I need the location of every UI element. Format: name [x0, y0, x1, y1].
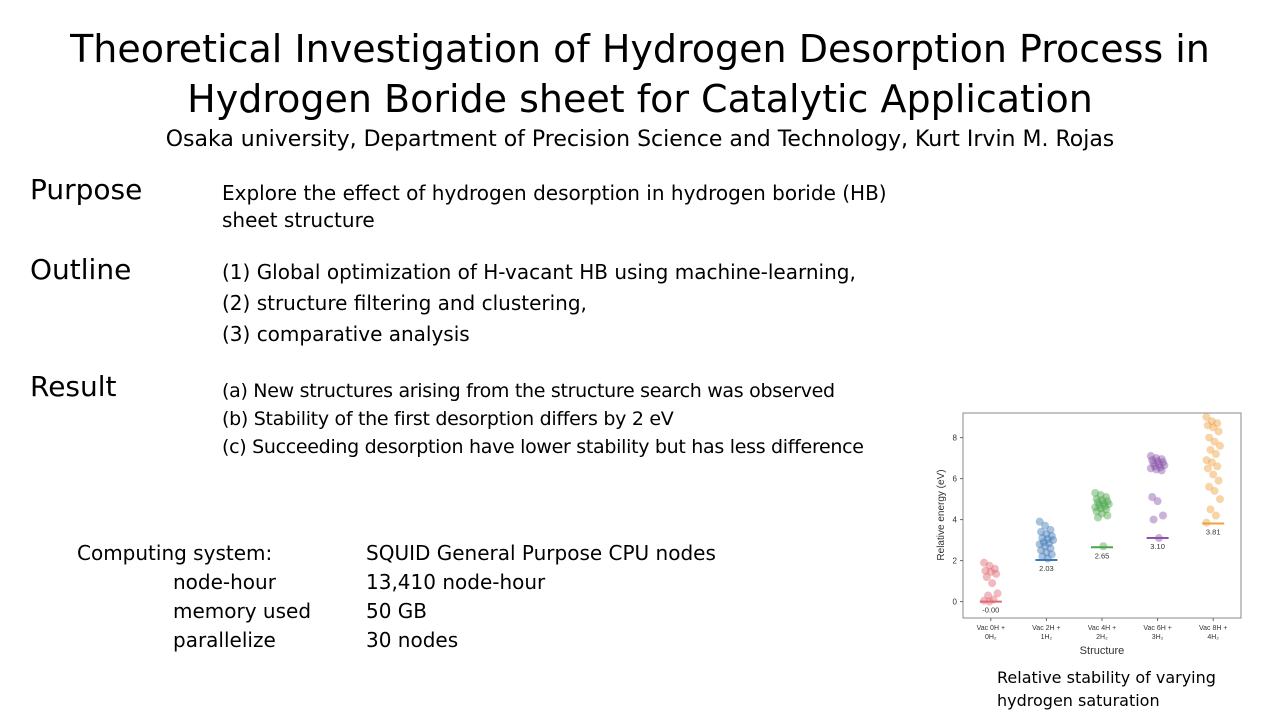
data-point — [983, 573, 991, 581]
purpose-line: sheet structure — [222, 208, 375, 232]
slide-title — [0, 24, 1280, 124]
data-point — [1212, 512, 1220, 520]
purpose-label: Purpose — [30, 173, 143, 206]
x-tick-label: Vac 6H + — [1143, 625, 1172, 632]
x-tick-label: Vac 8H + — [1198, 625, 1228, 632]
data-point — [1215, 477, 1223, 485]
result-line: (c) Succeeding desorption have lower stability but has less difference — [222, 436, 864, 458]
figure-caption — [997, 666, 1216, 712]
minimum-energy-label: 2.03 — [1039, 563, 1054, 573]
data-point — [1209, 471, 1217, 479]
x-tick-label: 3H₂ — [1151, 634, 1164, 641]
parallelize-label: parallelize — [173, 628, 276, 652]
data-point — [1044, 555, 1052, 563]
minimum-energy-label: -0.00 — [982, 605, 1000, 615]
y-tick-label: 0 — [952, 597, 957, 607]
data-point — [1213, 462, 1221, 470]
data-point — [1204, 464, 1212, 472]
title-line-1: Theoretical Investigation of Hydrogen Desorption Process in — [70, 27, 1210, 71]
x-tick-label: Vac 0H + — [976, 625, 1006, 632]
memory-label: memory used — [173, 599, 312, 623]
data-point — [1099, 542, 1107, 550]
outline-body — [222, 257, 922, 350]
outline-label: Outline — [30, 253, 132, 286]
data-point — [1094, 514, 1102, 522]
parallelize-value: 30 nodes — [366, 628, 459, 652]
data-point — [1103, 512, 1111, 520]
computing-system-label: Computing system: — [77, 541, 273, 565]
purpose-body — [222, 180, 922, 234]
data-point — [1216, 442, 1224, 450]
result-label: Result — [30, 370, 117, 403]
data-point — [1212, 450, 1220, 458]
result-line: (a) New structures arising from the structure search was observed — [222, 380, 835, 402]
y-tick-label: 6 — [952, 474, 957, 484]
x-axis-label: Structure — [1079, 645, 1125, 657]
data-point — [1215, 427, 1223, 435]
x-tick-label: 1H₂ — [1040, 634, 1053, 641]
y-tick-label: 2 — [952, 556, 957, 566]
x-tick-label: 4H₂ — [1207, 634, 1220, 641]
data-point — [988, 579, 996, 587]
data-point — [1211, 487, 1219, 495]
purpose-line: Explore the effect of hydrogen desorption in hydrogen boride (HB) — [222, 181, 887, 205]
y-tick-label: 8 — [952, 433, 957, 443]
y-axis-label: Relative energy (eV) — [936, 469, 947, 561]
caption-line: hydrogen saturation — [997, 691, 1160, 710]
result-body — [222, 377, 922, 461]
data-point — [1154, 497, 1162, 505]
result-line: (b) Stability of the first desorption differs by 2 eV — [222, 408, 674, 430]
data-point — [992, 570, 1000, 578]
node-hour-label: node-hour — [173, 570, 276, 594]
relative-energy-chart — [928, 404, 1250, 660]
minimum-energy-label: 2.65 — [1094, 551, 1110, 561]
minimum-energy-label: 3.81 — [1205, 527, 1221, 537]
data-point — [1150, 516, 1158, 524]
outline-line: (2) structure filtering and clustering, — [222, 291, 587, 315]
node-hour-value: 13,410 node-hour — [366, 570, 546, 594]
computing-system-value: SQUID General Purpose CPU nodes — [366, 541, 716, 565]
x-tick-label: 0H₂ — [984, 634, 997, 641]
y-tick-label: 4 — [952, 515, 957, 525]
data-point — [1207, 505, 1215, 513]
outline-line: (3) comparative analysis — [222, 322, 470, 346]
memory-value: 50 GB — [366, 599, 428, 623]
data-point — [1159, 512, 1167, 520]
x-tick-label: Vac 2H + — [1032, 625, 1061, 632]
data-point — [1158, 466, 1166, 474]
data-point — [1216, 495, 1224, 503]
affiliation: Osaka university, Department of Precision Science and Technology, Kurt Irvin M. Rojas — [165, 127, 1115, 152]
x-tick-label: Vac 4H + — [1087, 625, 1117, 632]
title-line-2: Hydrogen Boride sheet for Catalytic Application — [187, 77, 1093, 121]
minimum-energy-label: 3.10 — [1150, 542, 1165, 552]
x-tick-label: 2H₂ — [1096, 634, 1108, 641]
outline-line: (1) Global optimization of H-vacant HB using machine-learning, — [222, 260, 856, 284]
caption-line: Relative stability of varying — [997, 668, 1216, 687]
